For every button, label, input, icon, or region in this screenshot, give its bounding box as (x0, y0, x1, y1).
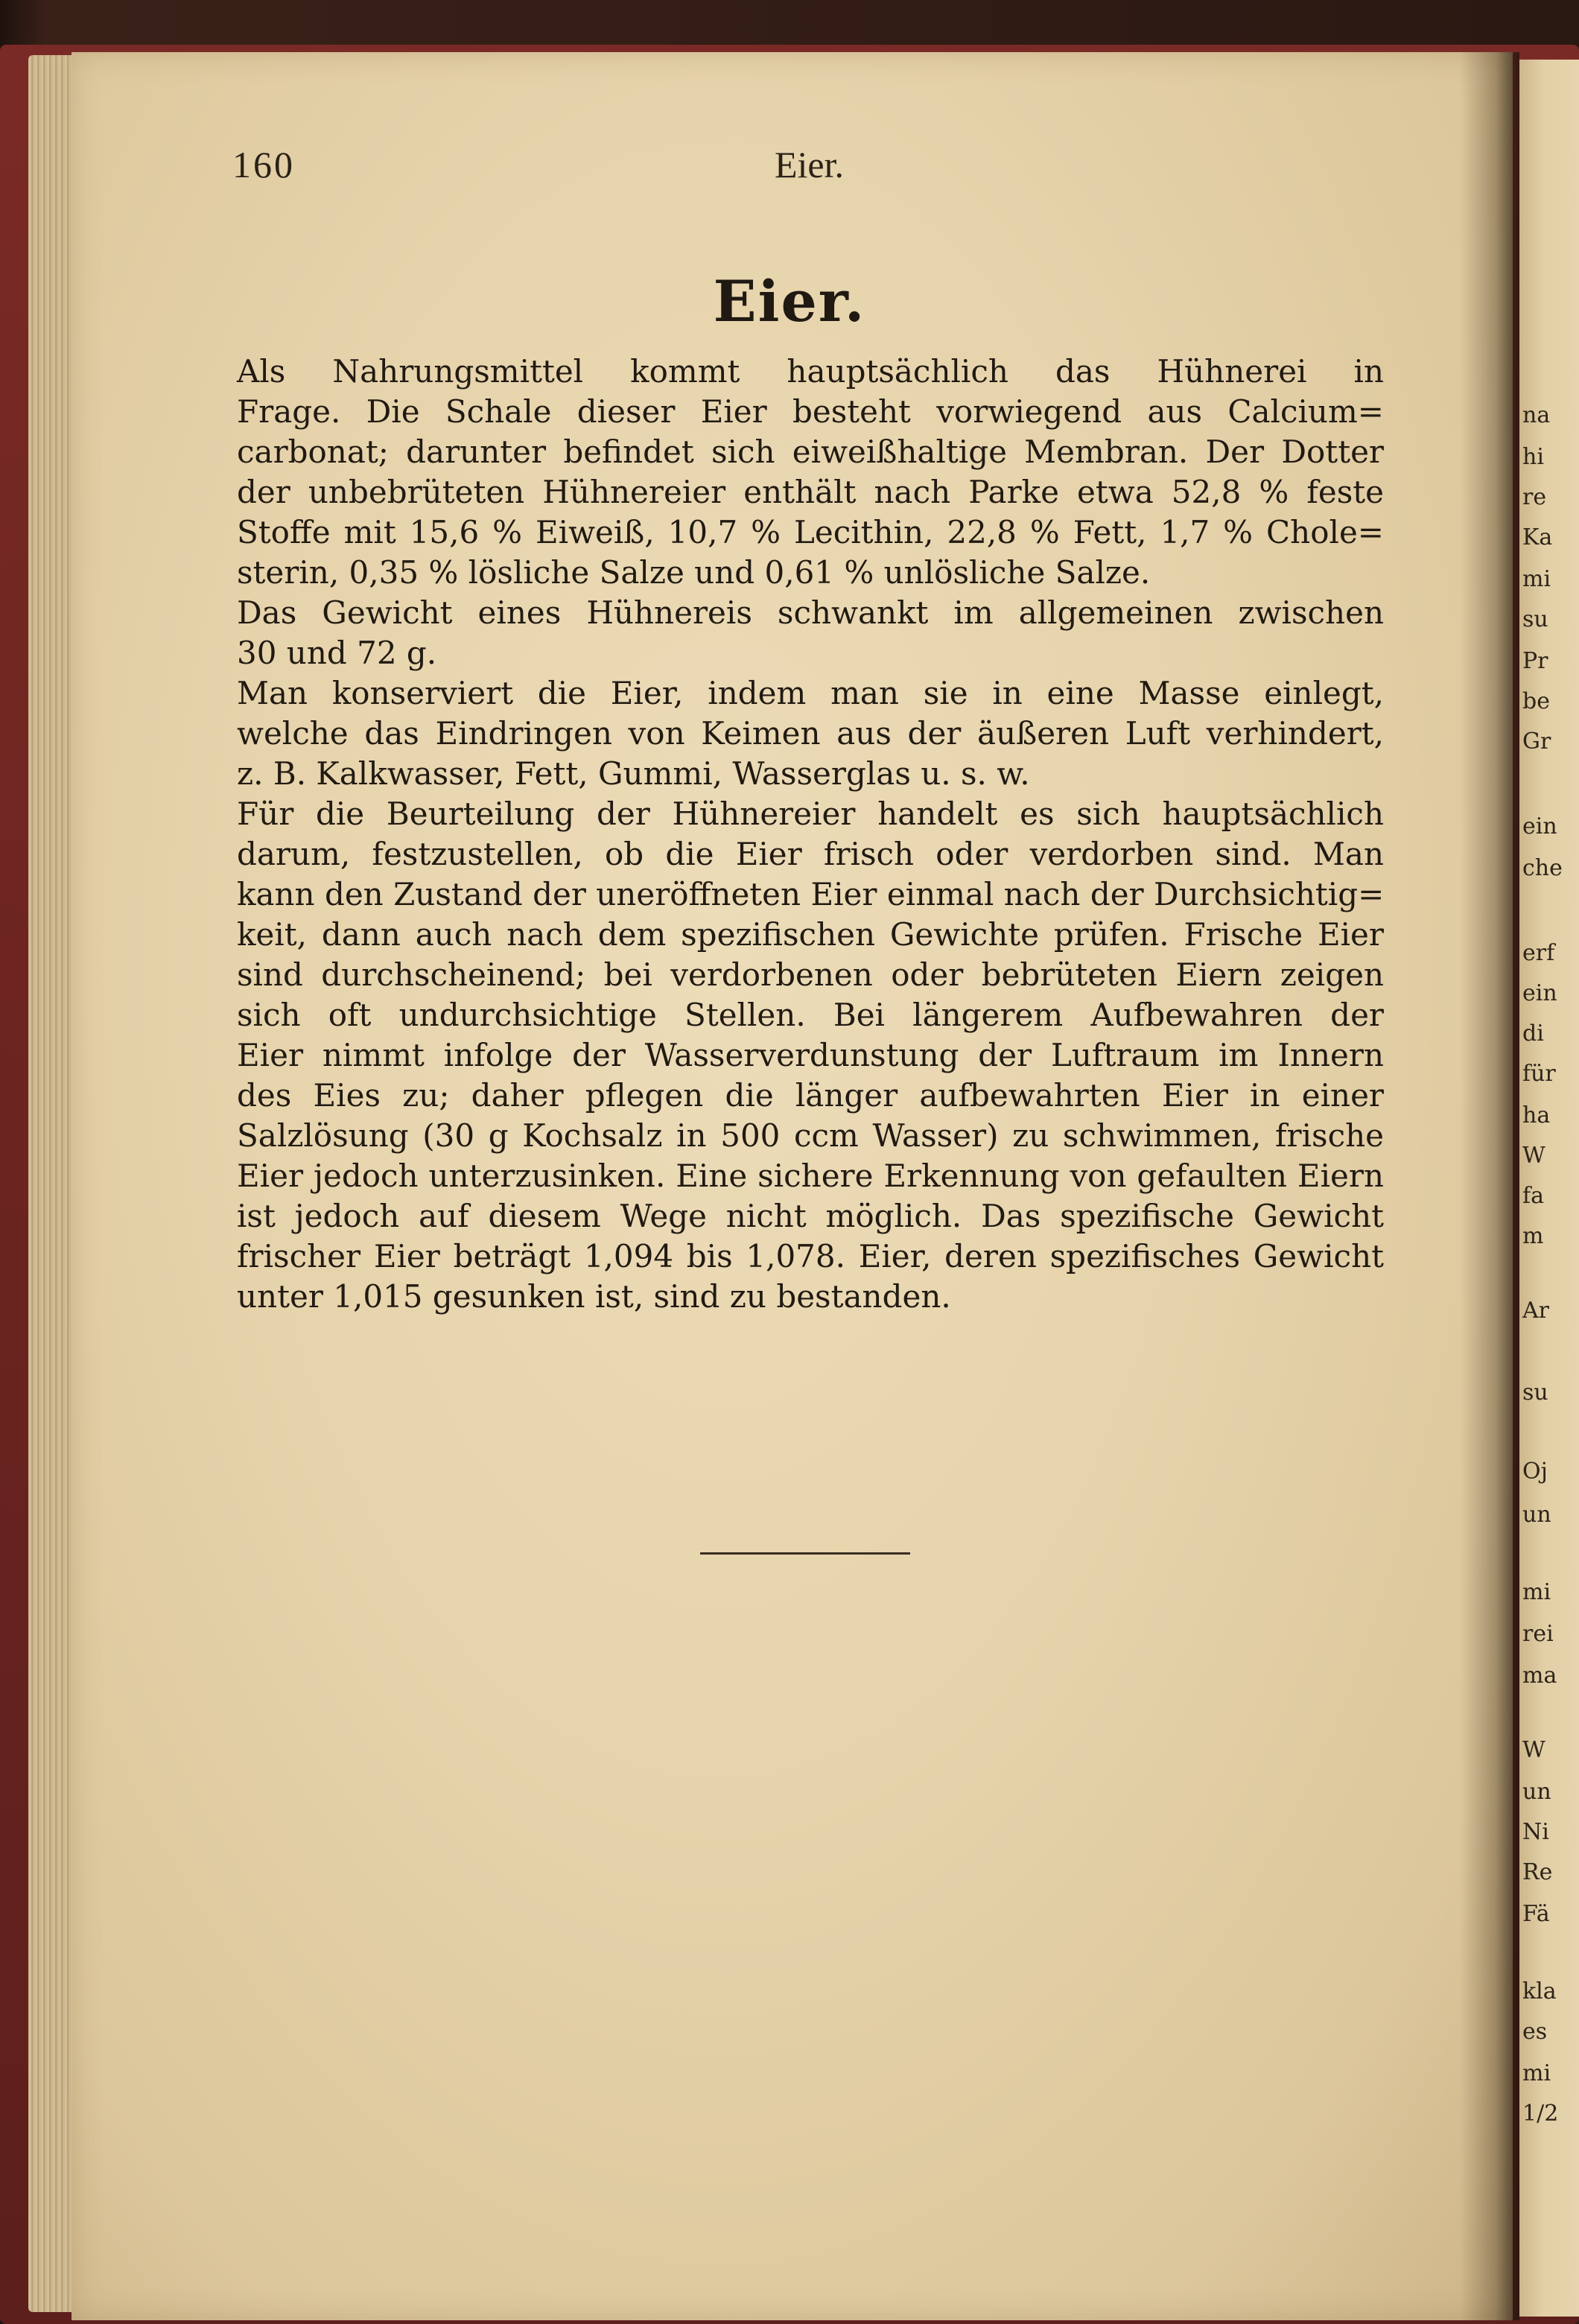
facing-page-fragment: su (1522, 1380, 1548, 1406)
running-title: Eier. (775, 144, 845, 185)
facing-page-fragment: che (1522, 855, 1563, 881)
facing-page-fragment: es (1522, 2019, 1548, 2045)
facing-page-fragment: ein (1522, 980, 1557, 1006)
text-line: Man konserviert die Eier, indem man sie in eine Masse einlegt, (237, 675, 1384, 711)
text-line: keit, dann auch nach dem spezifischen Gewichte prüfen. Frische Eier (237, 916, 1384, 953)
gutter-shadow (1460, 52, 1519, 2320)
facing-page-fragment: kla (1522, 1978, 1557, 2004)
facing-page-fragment: Ni (1522, 1819, 1549, 1845)
facing-page-fragment: rei (1522, 1621, 1554, 1647)
facing-page-fragment: mi (1522, 566, 1551, 592)
facing-page-fragment: be (1522, 688, 1550, 714)
text-line: der unbebrüteten Hühnereier enthält nach Parke etwa 52,8 % feste (237, 474, 1384, 510)
facing-page-fragment: ha (1522, 1102, 1551, 1128)
facing-page-fragment: mi (1522, 1579, 1551, 1605)
facing-page-fragment: erf (1522, 940, 1555, 966)
facing-page-fragment: su (1522, 606, 1548, 632)
facing-page-fragment: W (1522, 1143, 1545, 1169)
facing-page-fragment: Gr (1522, 728, 1551, 755)
text-line: Für die Beurteilung der Hühnereier handelt es sich hauptsächlich (237, 796, 1384, 832)
text-line: welche das Eindringen von Keimen aus der äußeren Luft verhindert, (237, 715, 1384, 752)
text-line: Eier nimmt infolge der Wasserverdunstung der Luftraum im Innern (237, 1037, 1384, 1073)
body-text (237, 352, 1384, 1317)
text-line: sich oft undurchsichtige Stellen. Bei längerem Aufbewahren der (237, 997, 1384, 1033)
text-line: Als Nahrungsmittel kommt hauptsächlich das Hühnerei in (237, 353, 1384, 390)
text-line: Frage. Die Schale dieser Eier besteht vorwiegend aus Calcium= (237, 393, 1384, 430)
text-line: Das Gewicht eines Hühnereis schwankt im allgemeinen zwischen (237, 594, 1384, 631)
facing-page-fragment: ein (1522, 813, 1557, 839)
text-line: kann den Zustand der uneröffneten Eier einmal nach der Durchsichtig= (237, 876, 1385, 912)
text-line: 30 und 72 g. (237, 635, 437, 671)
facing-page-fragment: mi (1522, 2060, 1551, 2086)
chapter-title: Eier. (713, 268, 866, 334)
text-line: ist jedoch auf diesem Wege nicht möglich. Das spezifische Gewicht (237, 1198, 1384, 1234)
facing-page-fragment: un (1522, 1502, 1551, 1528)
facing-page-fragment: W (1522, 1737, 1545, 1763)
text-line: z. B. Kalkwasser, Fett, Gummi, Wasserglas u. s. w. (237, 755, 1030, 792)
text-line: carbonat; darunter befindet sich eiweißhaltige Membran. Der Dotter (237, 434, 1384, 470)
facing-page-fragment: Fä (1522, 1901, 1550, 1927)
facing-page-fragment: fa (1522, 1183, 1544, 1209)
facing-page-fragment: Re (1522, 1859, 1553, 1885)
facing-page-fragment: Ar (1522, 1298, 1550, 1324)
text-line: sterin, 0,35 % lösliche Salze und 0,61 % unlösliche Salze. (237, 554, 1151, 591)
text-line: Stoffe mit 15,6 % Eiweiß, 10,7 % Lecithin, 22,8 % Fett, 1,7 % Chole= (237, 514, 1384, 550)
end-rule (700, 1552, 910, 1555)
facing-page-fragment: ma (1522, 1663, 1557, 1689)
facing-page-fragment: un (1522, 1779, 1551, 1805)
facing-page-fragment: m (1522, 1223, 1544, 1249)
text-line: frischer Eier beträgt 1,094 bis 1,078. Eier, deren spezifisches Gewicht (237, 1238, 1384, 1274)
facing-page-fragment: Ka (1522, 524, 1553, 550)
facing-page-fragment: na (1522, 402, 1551, 428)
text-line: darum, festzustellen, ob die Eier frisch oder verdorben sind. Man (237, 836, 1384, 872)
facing-page-fragment: Oj (1522, 1458, 1548, 1485)
facing-page-fragment: hi (1522, 444, 1544, 470)
text-line: Salzlösung (30 g Kochsalz in 500 ccm Wasser) zu schwimmen, frische (237, 1117, 1384, 1154)
facing-page-fragment: di (1522, 1020, 1544, 1047)
page-number: 160 (232, 144, 295, 185)
text-line: unter 1,015 gesunken ist, sind zu bestanden. (237, 1278, 951, 1315)
facing-page-fragment: Pr (1522, 648, 1548, 674)
facing-page-fragment: re (1522, 484, 1547, 510)
facing-page-fragment: für (1522, 1061, 1556, 1087)
text-line: des Eies zu; daher pflegen die länger aufbewahrten Eier in einer (237, 1077, 1384, 1114)
text-line: sind durchscheinend; bei verdorbenen oder bebrüteten Eiern zeigen (237, 956, 1384, 993)
text-line: Eier jedoch unterzusinken. Eine sichere Erkennung von gefaulten Eiern (237, 1158, 1384, 1194)
facing-page-fragment: 1/2 (1522, 2101, 1559, 2127)
